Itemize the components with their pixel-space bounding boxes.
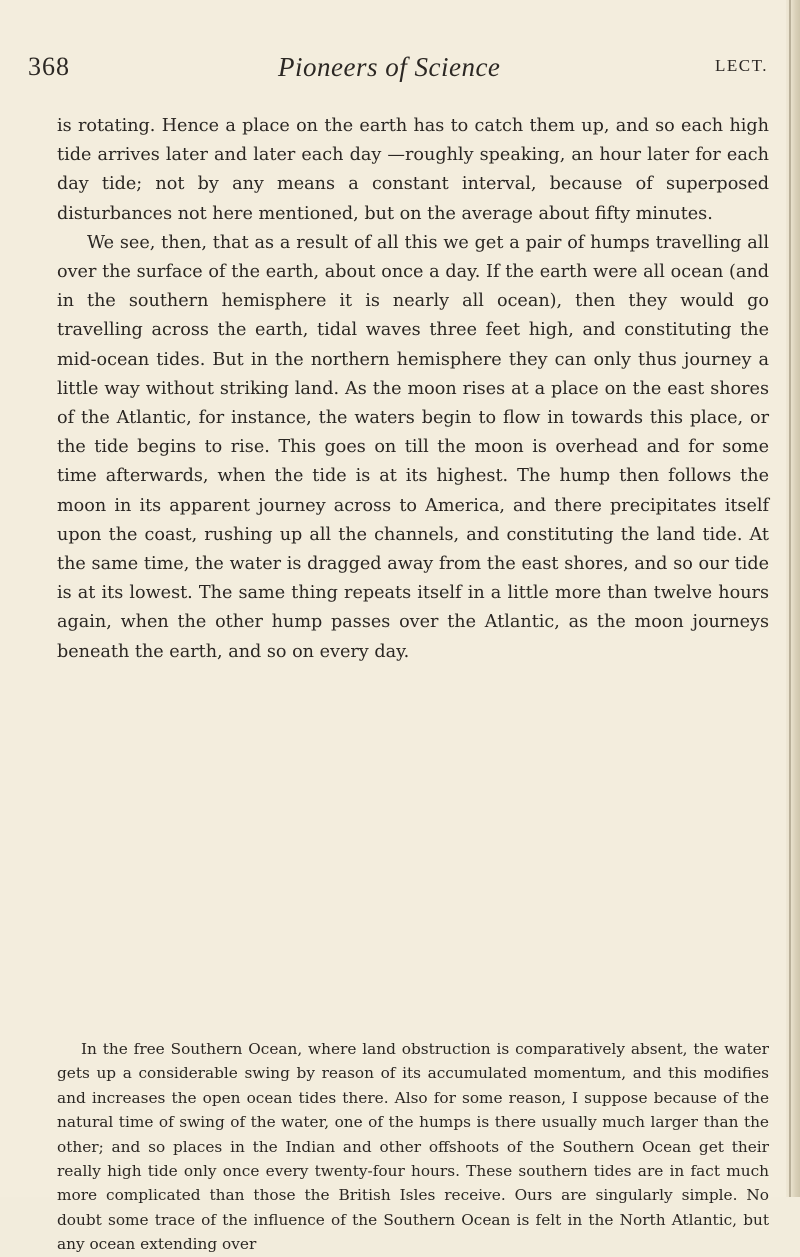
body-paragraph-1: is rotating. Hence a place on the earth has to catch them up, and so each high tide arrives later and later each day —roughly speaking, an hour later for each day tide; not by any means a constant interval, because of superposed disturbances not here mentioned, but on the average about fifty minutes. xyxy=(57,116,769,224)
running-title: Pioneers of Science xyxy=(278,52,501,82)
small-print-note xyxy=(57,1037,769,1257)
main-text xyxy=(57,112,769,667)
gutter-line xyxy=(789,0,791,1197)
running-lecture-label: LECT. xyxy=(715,56,768,75)
note-paragraph: In the free Southern Ocean, where land obstruction is comparatively absent, the water gets up a considerable swing by reason of its accumulated momentum, and this modifies and increases the open ocean tides there. Also for some reason, I suppose because of the natural time of swing of the water, one of the humps is there usually much larger than the other; and so places in the Indian and other offshoots of the Southern Ocean get their really high tide only once every twenty-four hours. These southern tides are in fact much more complicated than those the British Isles receive. Ours are singularly simple. No doubt some trace of the influence of the Southern Ocean is felt in the North Atlantic, but any ocean extending over xyxy=(57,1040,769,1254)
running-head xyxy=(28,52,768,92)
body-paragraph-2: We see, then, that as a result of all this we get a pair of humps travelling all over the surface of the earth, about once a day. If the earth were all ocean (and in the southern hemisphere it is nearly all ocean), then they would go travelling across the earth, tidal waves three feet high, and constituting the mid-ocean tides. But in the northern hemisphere they can only thus journey a little way without striking land. As the moon rises at a place on the east shores of the Atlantic, for instance, the waters begin to flow in towards this place, or the tide begins to rise. This goes on till the moon is overhead and for some time afterwards, when the tide is at its highest. The hump then follows the moon in its apparent journey across to America, and there precipitates itself upon the coast, rushing up all the channels, and constituting the land tide. At the same time, the water is dragged away from the east shores, and so our tide is at its lowest. The same thing repeats itself in a little more than twelve hours again, when the other hump passes over the Atlantic, as the moon journeys beneath the earth, and so on every day. xyxy=(57,232,769,662)
page-number: 368 xyxy=(28,52,70,81)
